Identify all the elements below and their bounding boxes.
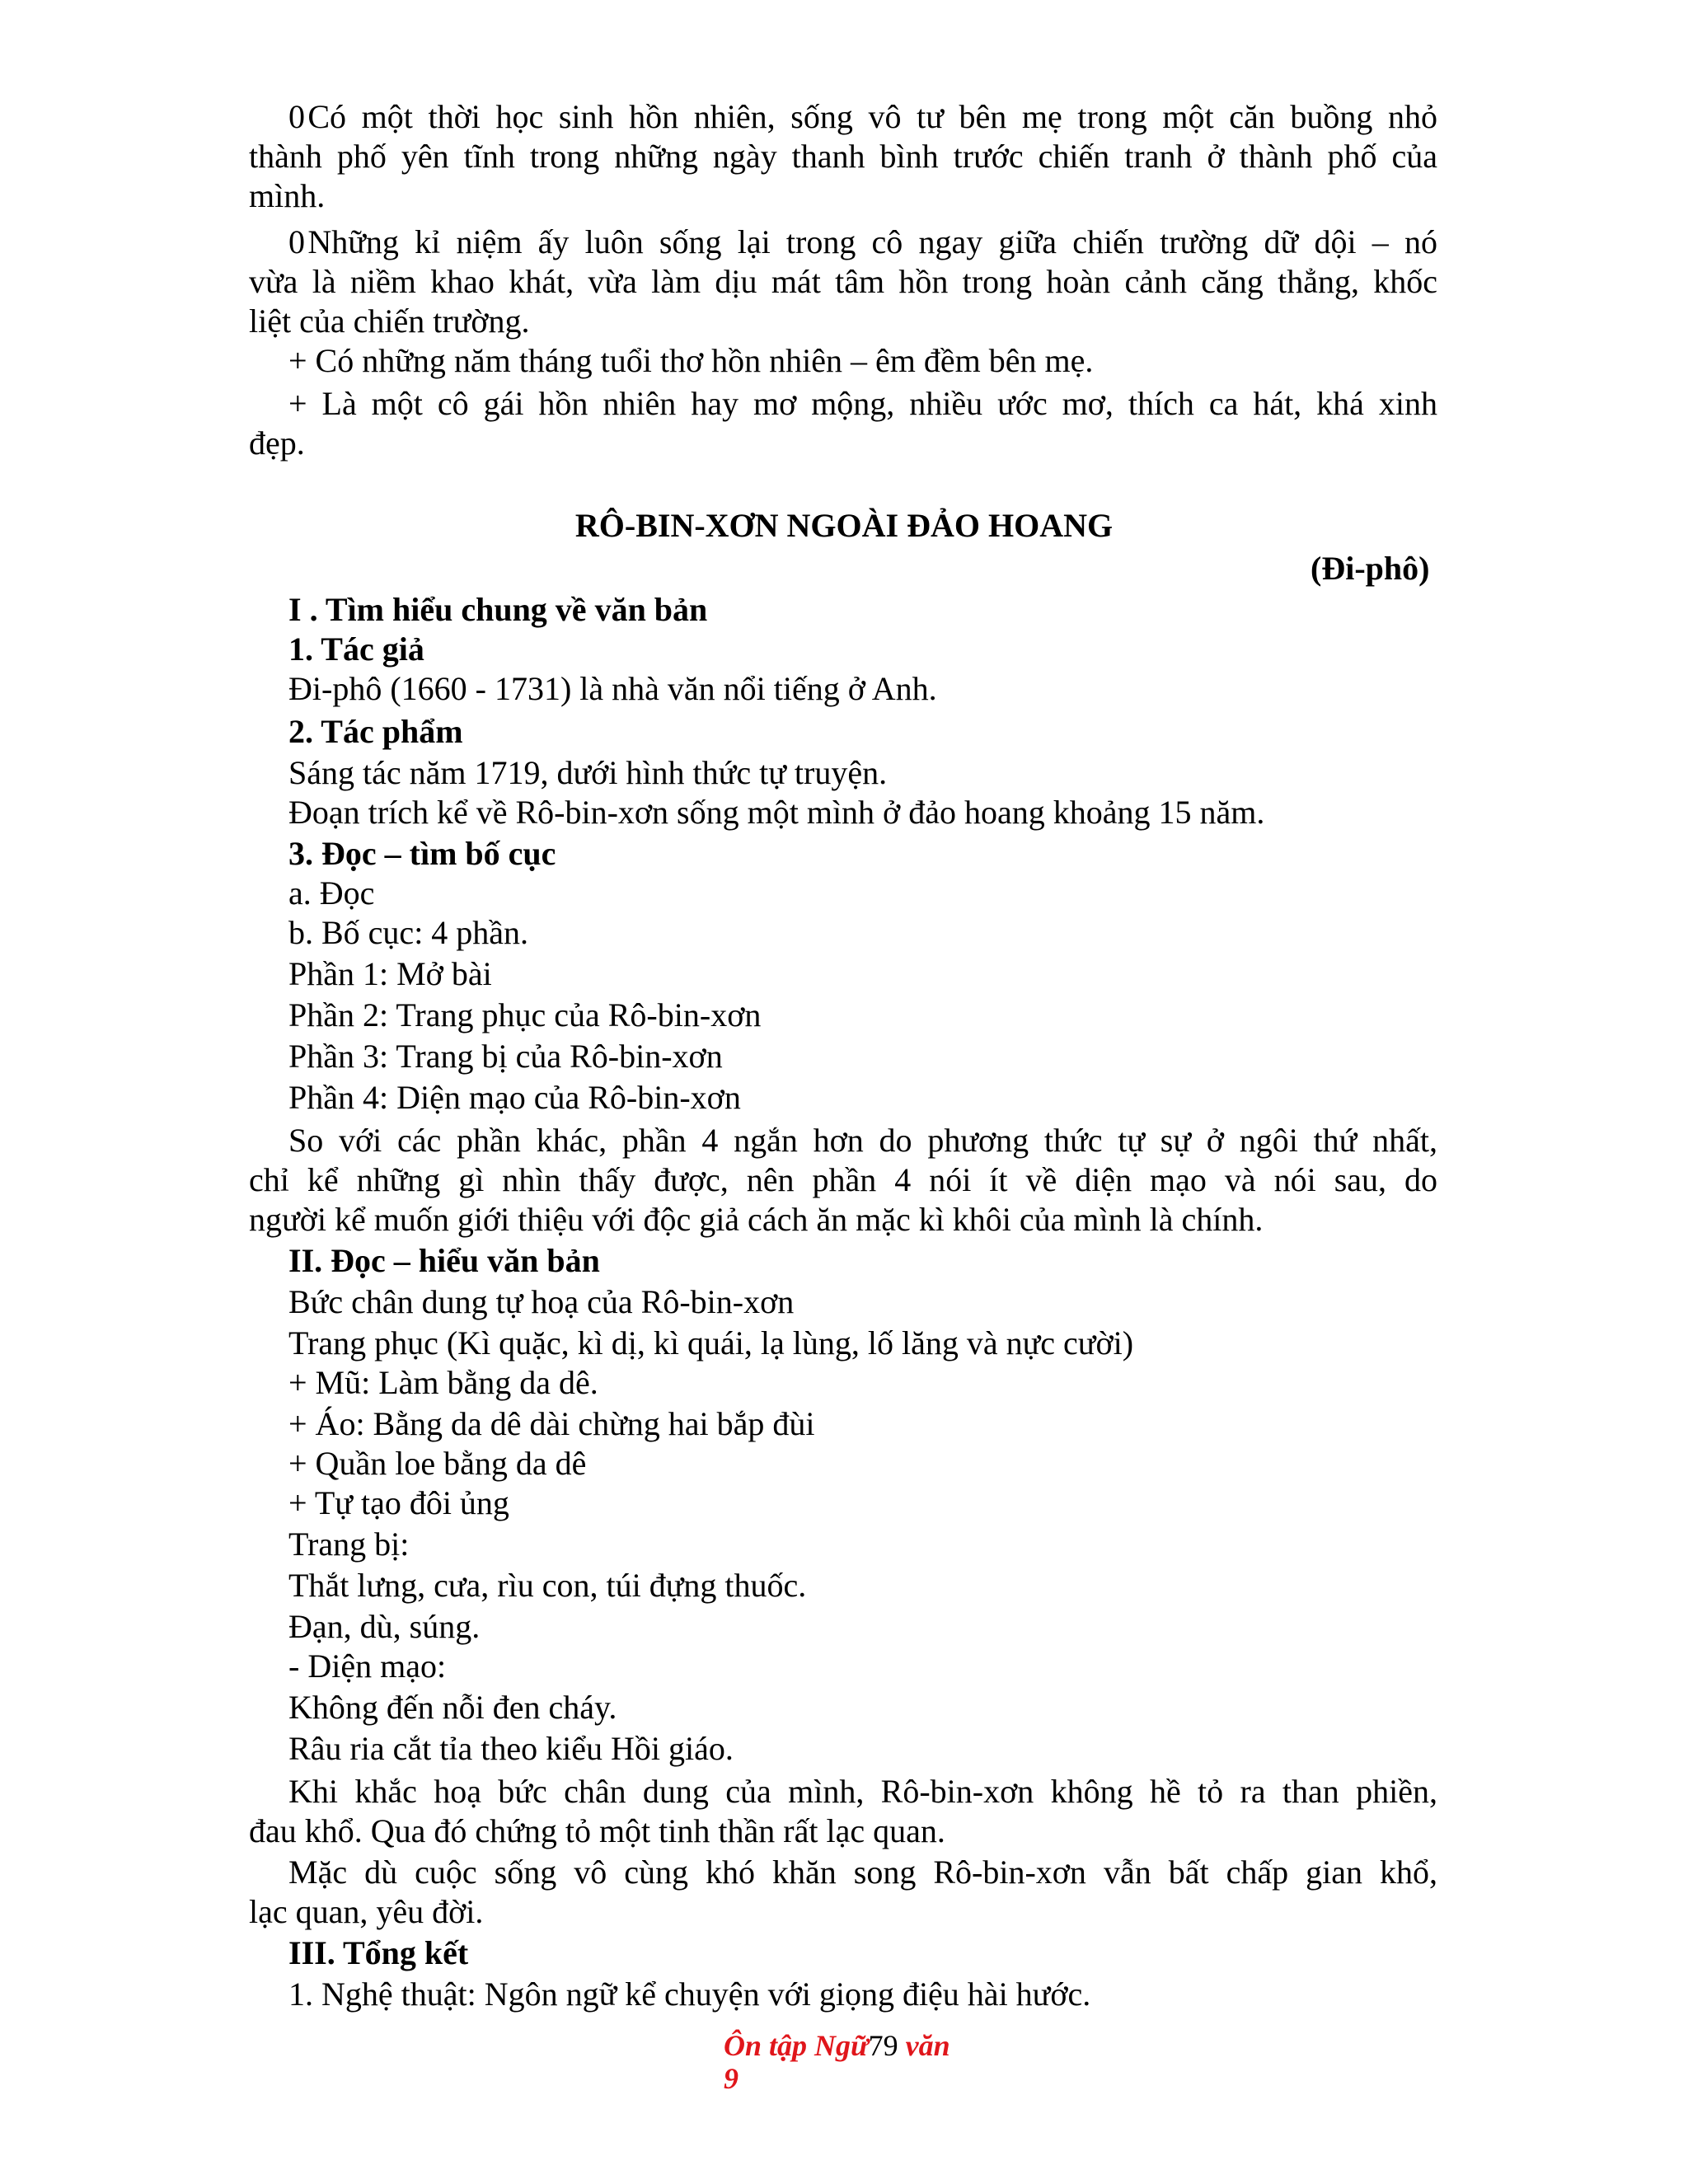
section-heading-3: III. Tổng kết xyxy=(288,1934,469,1971)
paragraph-line: liệt của chiến trường. xyxy=(249,302,530,340)
bullet-childhood: + Có những năm tháng tuổi thơ hồn nhiên – êm đềm bên mẹ. xyxy=(288,342,1094,379)
paragraph-line: So với các phần khác, phần 4 ngắn hơn do phương thức tự sự ở ngôi thứ nhất, xyxy=(288,1122,1437,1159)
paragraph-line: mình. xyxy=(249,177,326,214)
paragraph-line: thành phố yên tĩnh trong những ngày thanh bình trước chiến tranh ở thành phố của xyxy=(249,138,1437,175)
work-text-2: Đoạn trích kể về Rô-bin-xơn sống một mình ở đảo hoang khoảng 15 năm. xyxy=(288,794,1265,831)
part-2: Phần 2: Trang phục của Rô-bin-xơn xyxy=(288,996,762,1033)
footer-title-continued: văn xyxy=(905,2029,950,2062)
subheading-work: 2. Tác phẩm xyxy=(288,713,463,750)
section-heading-2: II. Đọc – hiểu văn bản xyxy=(288,1242,600,1279)
list-marker: 0 xyxy=(288,223,305,260)
work-text-1: Sáng tác năm 1719, dưới hình thức tự truyện. xyxy=(288,754,888,791)
appearance-label: - Diện mạo: xyxy=(288,1647,447,1685)
paragraph-compare xyxy=(249,1121,1437,1240)
paragraph-line: Mặc dù cuộc sống vô cùng khó khăn song Rô-bin-xơn vẫn bất chấp gian khổ, xyxy=(288,1854,1437,1891)
costume-pants: + Quần loe bằng da dê xyxy=(288,1445,587,1482)
paragraph-childhood xyxy=(249,97,1437,216)
page-number: 79 xyxy=(868,2029,898,2062)
portrait-line: Bức chân dung tự hoạ của Rô-bin-xơn xyxy=(288,1283,795,1320)
page-title: RÔ-BIN-XƠN NGOÀI ĐẢO HOANG xyxy=(574,507,1114,544)
paragraph-line: + Là một cô gái hồn nhiên hay mơ mộng, nhiều ước mơ, thích ca hát, khá xinh xyxy=(288,385,1437,422)
part-1: Phần 1: Mở bài xyxy=(288,955,492,992)
paragraph-despite xyxy=(249,1853,1437,1932)
paragraph-line: đẹp. xyxy=(249,424,305,462)
equipment-label: Trang bị: xyxy=(288,1526,410,1563)
subheading-author: 1. Tác giả xyxy=(288,630,424,668)
paragraph-line: 0 Có một thời học sinh hồn nhiên, sống vô tư bên mẹ trong một căn buồng nhỏ xyxy=(288,98,1437,135)
paragraph-portray xyxy=(249,1772,1437,1851)
author-text: Đi-phô (1660 - 1731) là nhà văn nổi tiếng ở Anh. xyxy=(288,670,937,707)
structure-parts: b. Bố cục: 4 phần. xyxy=(288,914,529,951)
paragraph-line: vừa là niềm khao khát, vừa làm dịu mát tâm hồn trong hoàn cảnh căng thẳng, khốc xyxy=(249,263,1437,300)
appearance-2: Râu ria cắt tỉa theo kiểu Hồi giáo. xyxy=(288,1730,734,1767)
footer-grade: 9 xyxy=(724,2062,738,2095)
page-footer xyxy=(724,2029,950,2062)
paragraph-line: chỉ kể những gì nhìn thấy được, nên phần 4 nói ít về diện mạo và nói sau, do xyxy=(249,1161,1437,1198)
subheading-structure: 3. Đọc – tìm bố cục xyxy=(288,835,556,872)
appearance-1: Không đến nỗi đen cháy. xyxy=(288,1689,617,1726)
costume-line: Trang phục (Kì quặc, kì dị, kì quái, lạ lùng, lố lăng và nực cười) xyxy=(288,1324,1134,1361)
paragraph-line: đau khổ. Qua đó chứng tỏ một tinh thần rất lạc quan. xyxy=(249,1812,945,1849)
costume-boots: + Tự tạo đôi ủng xyxy=(288,1484,509,1521)
part-4: Phần 4: Diện mạo của Rô-bin-xơn xyxy=(288,1079,741,1116)
author-note: (Đi-phô) xyxy=(1311,550,1430,587)
section-heading-1: I . Tìm hiểu chung về văn bản xyxy=(288,591,708,628)
paragraph-line: người kể muốn giới thiệu với độc giả cách ăn mặc kì khôi của mình là chính. xyxy=(249,1201,1264,1238)
bullet-girl xyxy=(249,384,1437,463)
list-marker: 0 xyxy=(288,98,305,135)
part-3: Phần 3: Trang bị của Rô-bin-xơn xyxy=(288,1038,723,1075)
paragraph-line: Khi khắc hoạ bức chân dung của mình, Rô-bin-xơn không hề tỏ ra than phiền, xyxy=(288,1773,1437,1810)
paragraph-line: 0 Những kỉ niệm ấy luôn sống lại trong cô ngay giữa chiến trường dữ dội – nó xyxy=(288,223,1437,260)
structure-read: a. Đọc xyxy=(288,874,375,912)
costume-hat: + Mũ: Làm bằng da dê. xyxy=(288,1364,598,1401)
equipment-2: Đạn, dù, súng. xyxy=(288,1608,481,1645)
paragraph-line: lạc quan, yêu đời. xyxy=(249,1893,484,1930)
footer-title: Ôn tập Ngữ xyxy=(724,2029,869,2062)
summary-art: 1. Nghệ thuật: Ngôn ngữ kể chuyện với giọng điệu hài hước. xyxy=(288,1975,1091,2013)
costume-shirt: + Áo: Bằng da dê dài chừng hai bắp đùi xyxy=(288,1405,815,1442)
equipment-1: Thắt lưng, cưa, rìu con, túi đựng thuốc. xyxy=(288,1567,807,1604)
paragraph-memories xyxy=(249,223,1437,341)
